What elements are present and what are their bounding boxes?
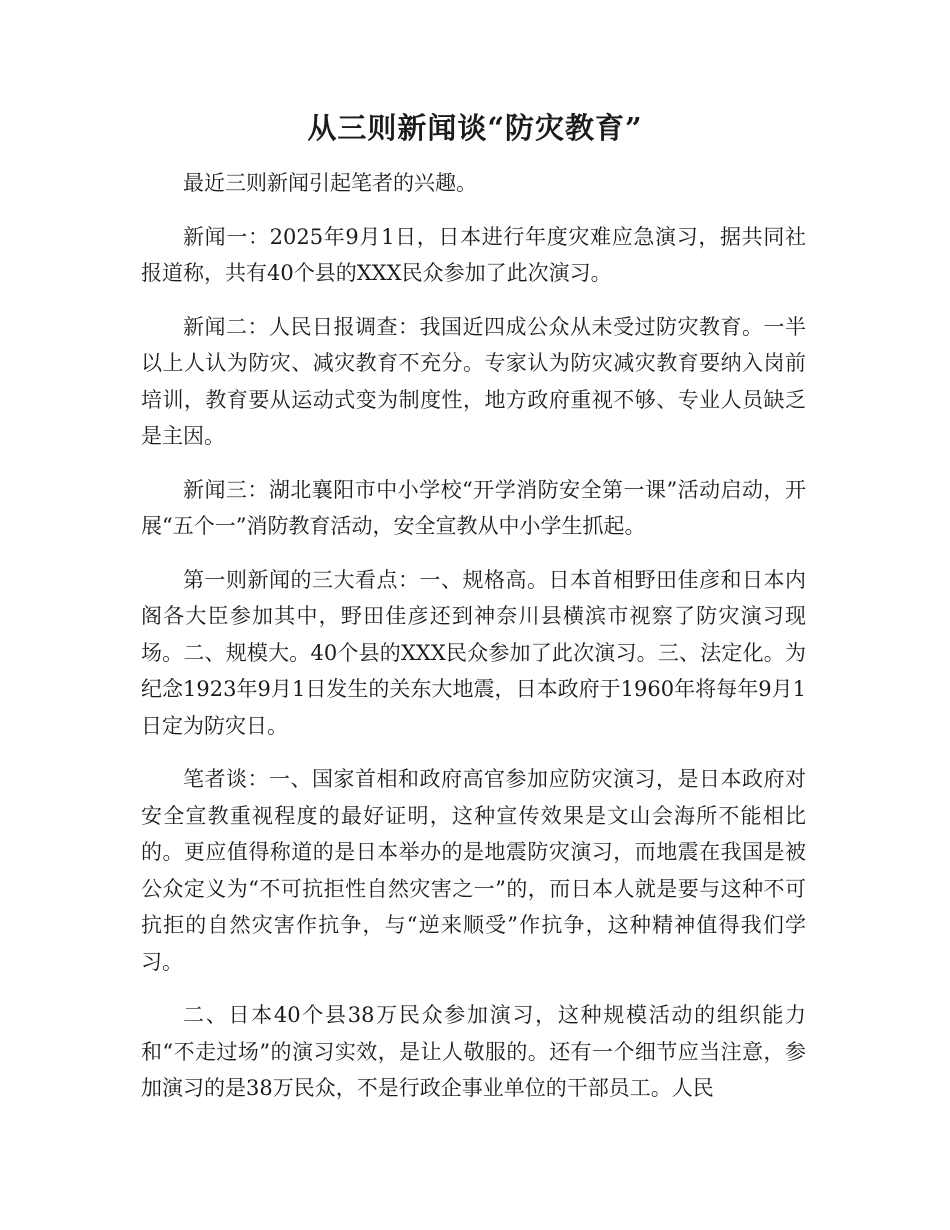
- paragraph-news-2: 新闻二：人民日报调查：我国近四成公众从未受过防灾教育。一半以上人认为防灾、减灾教育不充分。专家认为防灾减灾教育要纳入岗前培训，教育要从运动式变为制度性，地方政府重视不够、专业人员缺乏是主因。: [141, 314, 806, 448]
- paragraph-intro: 最近三则新闻引起笔者的兴趣。: [183, 171, 477, 195]
- paragraph-author-comment-2: 二、日本40个县38万民众参加演习，这种规模活动的组织能力和“不走过场”的演习实效，是让人敬服的。还有一个细节应当注意，参加演习的是38万民众，不是行政企事业单位的干部员工。人民: [141, 1003, 806, 1100]
- document-title: 从三则新闻谈“防灾教育”: [307, 111, 643, 145]
- document-body: [141, 165, 806, 1124]
- paragraph-author-comment-1: 笔者谈：一、国家首相和政府高官参加应防灾演习，是日本政府对安全宣教重视程度的最好证明，这种宣传效果是文山会海所不能相比的。更应值得称道的是日本举办的是地震防灾演习，而地震在我国是被公众定义为“不可抗拒性自然灾害之一”的，而日本人就是要与这种不可抗拒的自然灾害作抗争，与“逆来顺受”作抗争，这种精神值得我们学习。: [141, 767, 806, 974]
- paragraph-news-1: 新闻一：2025年9月1日，日本进行年度灾难应急演习，据共同社报道称，共有40个县的XXX民众参加了此次演习。: [141, 224, 806, 285]
- paragraph-news-3: 新闻三：湖北襄阳市中小学校“开学消防安全第一课”活动启动，开展“五个一”消防教育活动，安全宣教从中小学生抓起。: [141, 477, 806, 538]
- paragraph-analysis: 第一则新闻的三大看点：一、规格高。日本首相野田佳彦和日本内阁各大臣参加其中，野田佳彦还到神奈川县横滨市视察了防灾演习现场。二、规模大。40个县的XXX民众参加了此次演习。三、法定化。为纪念1923年9月1日发生的关东大地震，日本政府于1960年将每年9月1日定为防灾日。: [141, 567, 806, 738]
